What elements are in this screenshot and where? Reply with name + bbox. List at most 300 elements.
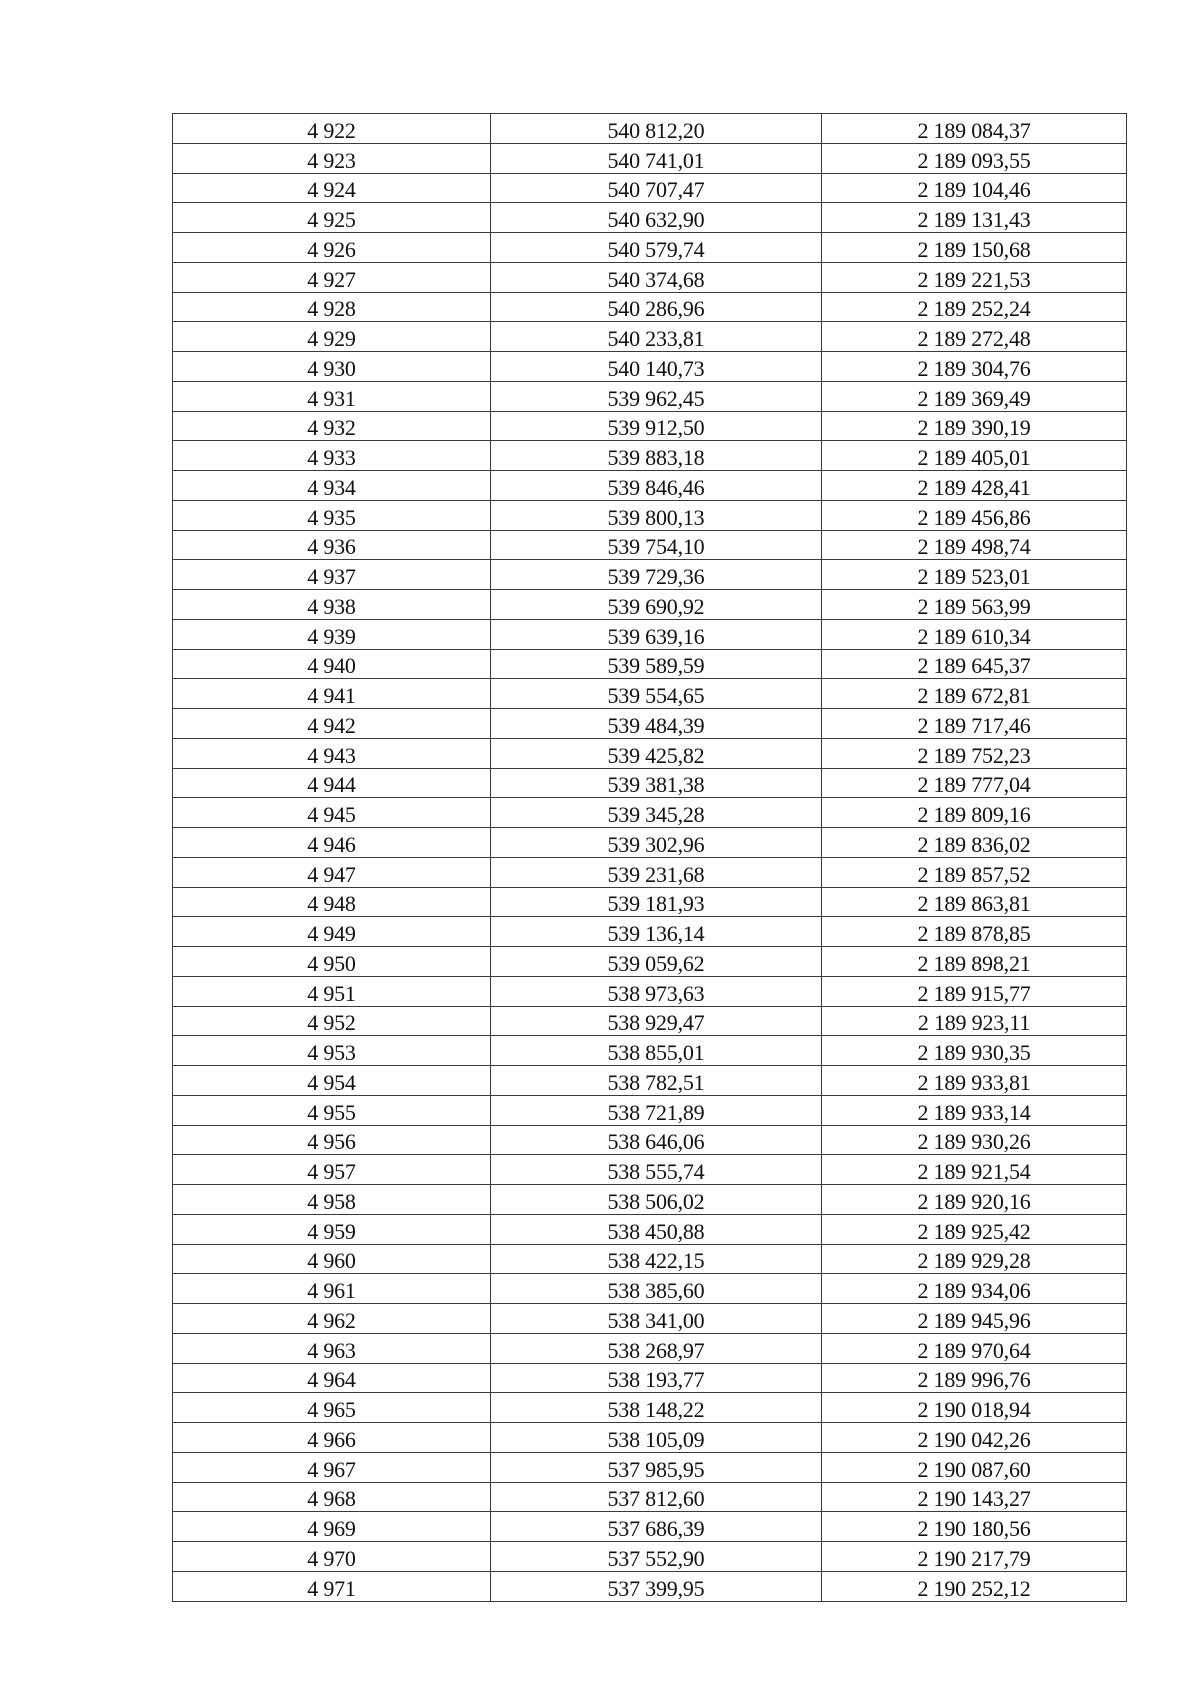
cell-text: 540 140,73 [607,355,705,381]
point-number-cell [173,1542,491,1572]
cell-text: 540 741,01 [607,147,705,173]
x-coordinate-cell [491,1333,822,1363]
cell-text: 4 941 [307,683,356,708]
cell-text: 538 973,63 [607,980,705,1006]
y-coordinate-cell [822,1066,1127,1096]
y-coordinate-cell [822,530,1127,560]
cell-text: 2 189 093,55 [917,147,1031,173]
x-coordinate-cell [491,1006,822,1036]
point-number-cell [173,1363,491,1393]
x-coordinate-cell [491,857,822,887]
x-coordinate-cell [491,352,822,382]
cell-text: 4 925 [307,207,356,232]
table-row [173,262,1127,292]
point-number-cell [173,709,491,739]
cell-text: 539 639,16 [607,623,705,649]
cell-text: 539 381,38 [607,772,705,798]
cell-text: 539 962,45 [607,385,705,411]
y-coordinate-cell [822,649,1127,679]
cell-text: 2 189 836,02 [917,831,1031,857]
cell-text: 4 934 [307,474,356,500]
table-row [173,1095,1127,1125]
table-row [173,1036,1127,1066]
y-coordinate-cell [822,1185,1127,1215]
table-row [173,1363,1127,1393]
cell-text: 4 926 [307,236,356,262]
cell-text: 538 341,00 [607,1307,705,1333]
x-coordinate-cell [491,976,822,1006]
table-row [173,679,1127,709]
cell-text: 4 928 [307,296,356,322]
cell-text: 4 946 [307,831,356,857]
y-coordinate-cell [822,203,1127,233]
x-coordinate-cell [491,1452,822,1482]
cell-text: 4 938 [307,593,356,619]
cell-text: 4 945 [307,802,356,827]
table-row [173,590,1127,620]
y-coordinate-cell [822,1155,1127,1185]
cell-text: 2 189 923,11 [917,1010,1031,1036]
point-number-cell [173,1036,491,1066]
point-number-cell [173,233,491,263]
y-coordinate-cell [822,1036,1127,1066]
cell-text: 538 268,97 [607,1337,705,1363]
cell-text: 540 579,74 [607,236,705,262]
y-coordinate-cell [822,114,1127,144]
y-coordinate-cell [822,560,1127,590]
point-number-cell [173,619,491,649]
y-coordinate-cell [822,233,1127,263]
point-number-cell [173,679,491,709]
y-coordinate-cell [822,768,1127,798]
cell-text: 4 943 [307,742,356,768]
cell-text: 4 932 [307,415,356,441]
cell-text: 2 189 104,46 [917,177,1031,203]
x-coordinate-cell [491,441,822,471]
cell-text: 2 189 929,28 [917,1248,1031,1274]
y-coordinate-cell [822,1482,1127,1512]
cell-text: 537 985,95 [607,1456,705,1482]
cell-text: 4 948 [307,891,356,917]
point-number-cell [173,768,491,798]
cell-text: 539 800,13 [607,504,705,530]
cell-text: 4 936 [307,534,356,560]
cell-text: 540 632,90 [607,207,705,232]
cell-text: 4 963 [307,1337,356,1363]
cell-text: 539 059,62 [607,950,705,976]
point-number-cell [173,411,491,441]
point-number-cell [173,292,491,322]
y-coordinate-cell [822,1214,1127,1244]
x-coordinate-cell [491,1095,822,1125]
cell-text: 4 953 [307,1040,356,1065]
cell-text: 4 959 [307,1218,356,1244]
cell-text: 2 189 369,49 [917,385,1031,411]
point-number-cell [173,262,491,292]
point-number-cell [173,917,491,947]
cell-text: 538 721,89 [607,1099,705,1125]
x-coordinate-cell [491,619,822,649]
cell-text: 2 189 933,14 [917,1099,1031,1125]
cell-text: 4 960 [307,1248,356,1274]
table-row [173,649,1127,679]
table-row [173,1452,1127,1482]
cell-text: 2 189 915,77 [917,980,1031,1006]
x-coordinate-cell [491,798,822,828]
x-coordinate-cell [491,173,822,203]
cell-text: 539 554,65 [607,683,705,708]
table-row [173,233,1127,263]
x-coordinate-cell [491,411,822,441]
x-coordinate-cell [491,768,822,798]
cell-text: 2 189 084,37 [917,117,1031,143]
table-row [173,828,1127,858]
point-number-cell [173,143,491,173]
cell-text: 538 450,88 [607,1218,705,1244]
cell-text: 538 929,47 [607,1010,705,1036]
point-number-cell [173,976,491,1006]
cell-text: 2 189 456,86 [917,504,1031,530]
point-number-cell [173,828,491,858]
x-coordinate-cell [491,1185,822,1215]
cell-text: 537 399,95 [607,1575,705,1601]
point-number-cell [173,590,491,620]
cell-text: 2 189 857,52 [917,861,1031,887]
cell-text: 4 965 [307,1397,356,1422]
cell-text: 2 190 180,56 [917,1516,1031,1541]
point-number-cell [173,500,491,530]
x-coordinate-cell [491,500,822,530]
point-number-cell [173,1571,491,1601]
point-number-cell [173,352,491,382]
y-coordinate-cell [822,1393,1127,1423]
x-coordinate-cell [491,1274,822,1304]
x-coordinate-cell [491,114,822,144]
cell-text: 4 947 [307,861,356,887]
cell-text: 4 923 [307,147,356,173]
point-number-cell [173,1452,491,1482]
x-coordinate-cell [491,1393,822,1423]
cell-text: 540 233,81 [607,326,705,351]
cell-text: 538 646,06 [607,1129,705,1155]
cell-text: 4 922 [307,117,356,143]
cell-text: 539 912,50 [607,415,705,441]
cell-text: 539 729,36 [607,564,705,589]
cell-text: 2 189 272,48 [917,326,1031,351]
cell-text: 2 189 878,85 [917,921,1031,946]
table-row [173,1066,1127,1096]
cell-text: 4 933 [307,445,356,470]
point-number-cell [173,1512,491,1542]
cell-text: 4 937 [307,564,356,589]
y-coordinate-cell [822,1244,1127,1274]
x-coordinate-cell [491,709,822,739]
cell-text: 2 189 150,68 [917,236,1031,262]
y-coordinate-cell [822,471,1127,501]
point-number-cell [173,322,491,352]
point-number-cell [173,1423,491,1453]
cell-text: 2 189 390,19 [917,415,1031,441]
table-row [173,1482,1127,1512]
y-coordinate-cell [822,1423,1127,1453]
cell-text: 4 949 [307,921,356,946]
cell-text: 2 189 934,06 [917,1278,1031,1303]
cell-text: 2 189 921,54 [917,1159,1031,1184]
cell-text: 4 940 [307,653,356,679]
point-number-cell [173,1214,491,1244]
cell-text: 4 931 [307,385,356,411]
cell-text: 4 971 [307,1575,356,1601]
y-coordinate-cell [822,173,1127,203]
table-row [173,292,1127,322]
x-coordinate-cell [491,1304,822,1334]
y-coordinate-cell [822,679,1127,709]
cell-text: 540 707,47 [607,177,705,203]
point-number-cell [173,471,491,501]
table-row [173,1244,1127,1274]
table-row [173,887,1127,917]
cell-text: 539 136,14 [607,921,705,946]
point-number-cell [173,530,491,560]
y-coordinate-cell [822,917,1127,947]
point-number-cell [173,1393,491,1423]
cell-text: 4 962 [307,1307,356,1333]
table-row [173,530,1127,560]
cell-text: 2 189 930,26 [917,1129,1031,1155]
point-number-cell [173,1185,491,1215]
y-coordinate-cell [822,1363,1127,1393]
cell-text: 537 812,60 [607,1486,705,1512]
cell-text: 2 189 777,04 [917,772,1031,798]
y-coordinate-cell [822,590,1127,620]
x-coordinate-cell [491,649,822,679]
cell-text: 2 190 087,60 [917,1456,1031,1482]
y-coordinate-cell [822,1304,1127,1334]
y-coordinate-cell [822,1512,1127,1542]
y-coordinate-cell [822,500,1127,530]
cell-text: 538 555,74 [607,1159,705,1184]
cell-text: 539 302,96 [607,831,705,857]
point-number-cell [173,798,491,828]
point-number-cell [173,381,491,411]
cell-text: 539 231,68 [607,861,705,887]
cell-text: 2 189 930,35 [917,1040,1031,1065]
x-coordinate-cell [491,471,822,501]
cell-text: 4 954 [307,1069,356,1095]
y-coordinate-cell [822,1095,1127,1125]
table-row [173,352,1127,382]
cell-text: 4 942 [307,712,356,738]
point-number-cell [173,441,491,471]
table-row [173,798,1127,828]
cell-text: 2 189 610,34 [917,623,1031,649]
cell-text: 538 148,22 [607,1397,705,1422]
table-row [173,143,1127,173]
point-number-cell [173,1482,491,1512]
cell-text: 2 189 304,76 [917,355,1031,381]
y-coordinate-cell [822,441,1127,471]
cell-text: 4 958 [307,1188,356,1214]
cell-text: 539 690,92 [607,593,705,619]
cell-text: 2 189 996,76 [917,1367,1031,1393]
cell-text: 538 855,01 [607,1040,705,1065]
point-number-cell [173,1095,491,1125]
cell-text: 2 189 933,81 [917,1069,1031,1095]
cell-text: 2 189 252,24 [917,296,1031,322]
cell-text: 2 189 809,16 [917,802,1031,827]
cell-text: 540 286,96 [607,296,705,322]
x-coordinate-cell [491,143,822,173]
y-coordinate-cell [822,1571,1127,1601]
y-coordinate-cell [822,262,1127,292]
y-coordinate-cell [822,1274,1127,1304]
table-row [173,768,1127,798]
cell-text: 540 812,20 [607,117,705,143]
cell-text: 2 190 042,26 [917,1426,1031,1452]
table-row [173,441,1127,471]
cell-text: 539 589,59 [607,653,705,679]
cell-text: 2 189 920,16 [917,1188,1031,1214]
coordinates-table-body [173,114,1127,1602]
cell-text: 2 189 863,81 [917,891,1031,917]
x-coordinate-cell [491,590,822,620]
cell-text: 4 952 [307,1010,356,1036]
table-row [173,411,1127,441]
cell-text: 2 190 018,94 [917,1397,1031,1422]
point-number-cell [173,1244,491,1274]
cell-text: 2 189 945,96 [917,1307,1031,1333]
table-row [173,1155,1127,1185]
table-row [173,1125,1127,1155]
point-number-cell [173,560,491,590]
point-number-cell [173,887,491,917]
y-coordinate-cell [822,411,1127,441]
cell-text: 4 935 [307,504,356,530]
point-number-cell [173,1125,491,1155]
table-row [173,381,1127,411]
x-coordinate-cell [491,887,822,917]
point-number-cell [173,1006,491,1036]
x-coordinate-cell [491,1363,822,1393]
table-row [173,947,1127,977]
y-coordinate-cell [822,1542,1127,1572]
table-row [173,1512,1127,1542]
cell-text: 4 939 [307,623,356,649]
cell-text: 538 506,02 [607,1188,705,1214]
x-coordinate-cell [491,1423,822,1453]
table-row [173,1274,1127,1304]
y-coordinate-cell [822,887,1127,917]
x-coordinate-cell [491,1244,822,1274]
point-number-cell [173,947,491,977]
cell-text: 2 190 252,12 [917,1575,1031,1601]
table-row [173,560,1127,590]
x-coordinate-cell [491,947,822,977]
cell-text: 4 924 [307,177,356,203]
cell-text: 2 189 672,81 [917,683,1031,708]
table-row [173,500,1127,530]
cell-text: 2 189 925,42 [917,1218,1031,1244]
x-coordinate-cell [491,233,822,263]
x-coordinate-cell [491,1571,822,1601]
cell-text: 4 957 [307,1159,356,1184]
x-coordinate-cell [491,381,822,411]
x-coordinate-cell [491,679,822,709]
y-coordinate-cell [822,709,1127,739]
x-coordinate-cell [491,1036,822,1066]
cell-text: 539 883,18 [607,445,705,470]
point-number-cell [173,738,491,768]
cell-text: 2 189 131,43 [917,207,1031,232]
cell-text: 2 189 752,23 [917,742,1031,768]
cell-text: 538 782,51 [607,1069,705,1095]
cell-text: 4 967 [307,1456,356,1482]
y-coordinate-cell [822,947,1127,977]
cell-text: 4 964 [307,1367,356,1393]
cell-text: 538 105,09 [607,1426,705,1452]
table-row [173,1542,1127,1572]
cell-text: 4 955 [307,1099,356,1125]
y-coordinate-cell [822,381,1127,411]
table-row [173,1333,1127,1363]
table-row [173,619,1127,649]
y-coordinate-cell [822,143,1127,173]
cell-text: 4 927 [307,266,356,292]
cell-text: 2 190 217,79 [917,1545,1031,1571]
table-row [173,114,1127,144]
cell-text: 539 484,39 [607,712,705,738]
x-coordinate-cell [491,1125,822,1155]
cell-text: 537 552,90 [607,1545,705,1571]
x-coordinate-cell [491,530,822,560]
cell-text: 2 189 645,37 [917,653,1031,679]
point-number-cell [173,114,491,144]
table-row [173,1185,1127,1215]
y-coordinate-cell [822,798,1127,828]
x-coordinate-cell [491,1214,822,1244]
table-row [173,1304,1127,1334]
cell-text: 539 425,82 [607,742,705,768]
point-number-cell [173,649,491,679]
cell-text: 2 189 498,74 [917,534,1031,560]
cell-text: 537 686,39 [607,1516,705,1541]
table-row [173,709,1127,739]
x-coordinate-cell [491,738,822,768]
x-coordinate-cell [491,322,822,352]
point-number-cell [173,857,491,887]
table-row [173,1571,1127,1601]
x-coordinate-cell [491,1066,822,1096]
table-row [173,1006,1127,1036]
point-number-cell [173,1155,491,1185]
x-coordinate-cell [491,1155,822,1185]
cell-text: 2 190 143,27 [917,1486,1031,1512]
cell-text: 4 961 [307,1278,356,1303]
cell-text: 538 422,15 [607,1248,705,1274]
cell-text: 4 951 [307,980,356,1006]
x-coordinate-cell [491,560,822,590]
x-coordinate-cell [491,203,822,233]
table-row [173,917,1127,947]
point-number-cell [173,1066,491,1096]
y-coordinate-cell [822,619,1127,649]
cell-text: 2 189 898,21 [917,950,1031,976]
y-coordinate-cell [822,1006,1127,1036]
cell-text: 2 189 563,99 [917,593,1031,619]
cell-text: 539 345,28 [607,802,705,827]
cell-text: 4 950 [307,950,356,976]
y-coordinate-cell [822,1333,1127,1363]
